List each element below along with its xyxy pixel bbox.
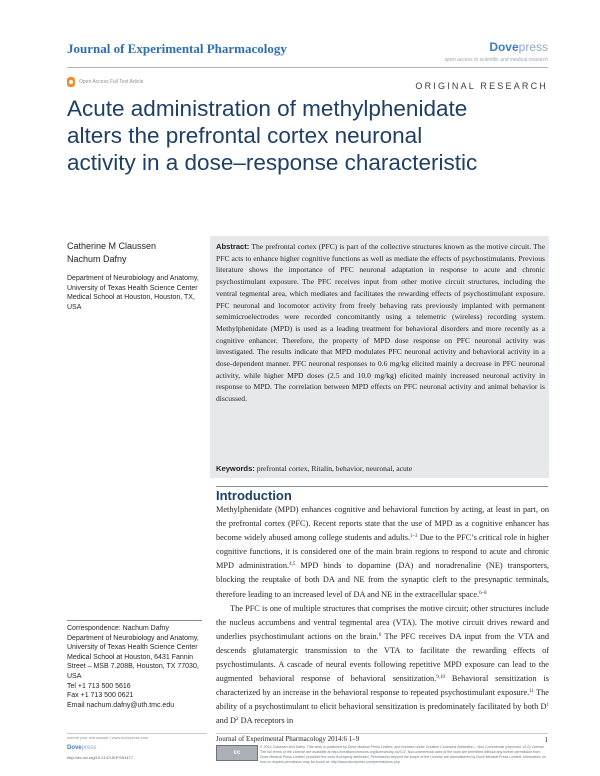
footer-brand: Dove — [67, 745, 82, 751]
correspondence — [67, 624, 202, 710]
citation-marker[interactable]: 2 — [236, 717, 239, 723]
publisher-brand: Dove — [489, 40, 519, 54]
author-list — [67, 240, 156, 266]
keywords — [216, 464, 545, 473]
author-affiliation: Department of Neurobiology and Anatomy, University of Texas Health Science Center Medical School at Houston, Houston, TX, USA — [67, 275, 199, 311]
correspondence-fax: Fax +1 713 500 0621 — [67, 692, 134, 700]
page-number: 1 — [544, 736, 548, 744]
abstract-text: The prefrontal cortex (PFC) is part of the collective structures known as the motive circuit. The PFC acts to enhance higher cognitive functions as well as mediate the effects of psychostimulants. Previous literature shows the importance of PFC neuronal adaptation in response to acute and chronic psychostimulant exposure. The PFC receives input from other motive circuit structures, including the ventral tegmental area, which mediates and facilitates the rewarding effects of psychostimulant exposure. PFC neuronal and locomotor activity from freely behaving rats previously implanted with permanent semimicroelectrodes were recorded concomitantly using a telemetric (wireless) recording system. Methylphenidate (MPD) is used as a leading treatment for behavioral disorders and more recently as a cognitive enhancer. Therefore, the property of MPD dose response on PFC neuronal activity was investigated. The results indicate that MPD modulates PFC neuronal activity and behavioral activity in a dose-dependent manner. PFC neuronal responses to 0.6 mg/kg elicited mainly a decrease in PFC neuronal activity, while higher MPD doses (2.5 and 10.0 mg/kg) elicited mainly increased neuronal activity in response to MPD. The correlation between MPD effects on PFC neuronal activity and animal behavior is discussed. — [216, 242, 545, 404]
journal-name: Journal of Experimental Pharmacology — [67, 41, 287, 56]
header-divider — [67, 67, 548, 68]
citation-marker[interactable]: 9,10 — [436, 675, 445, 681]
publisher-logo[interactable] — [489, 40, 548, 54]
license-text: © 2014 Claussen and Dafny. This work is published by Dove Medical Press Limited, and licensed under Creative Commons Attribution – Non Commercial (unported, v3.0) License. The full terms of the License are available at http://creativecommons.org/licenses/by-nc/3.0/. Non-commercial uses of the work are permitted without any further permission from Dove Medical Press Limited, provided the work is properly attributed. Permissions beyond the scope of the License are administered by Dove Medical Press Limited. Information on how to request permission may be found at: http://www.dovepress.com/permissions.php — [260, 745, 546, 764]
citation-marker[interactable]: 11 — [529, 689, 535, 695]
open-access-label: Open Access Full Text Article — [79, 79, 144, 85]
body-paragraph: Methylphenidate (MPD) enhances cognitive and behavioral function by acting, at least in part, on the prefrontal cortex (PFC). Recent reports state that the use of MPD as a cognitive enhancer has become widely abused among college students and adults.$^{1-3}$ Due to the PFC’s critical role in higher cognitive functions, it is considered one of the main brain regions to respond to acute and chronic MPD administration.$^{4,5}$ MPD binds to dopamine (DA) and noradrenaline (NE) transporters, blocking the reuptake of both DA and NE from the synaptic cleft to the presynaptic terminals, therefore leading to an increased level of DA and NE in the extracellular space.$^{6-8}$ — [216, 505, 549, 599]
footer-divider — [216, 733, 548, 734]
correspondence-address: Department of Neurobiology and Anatomy, University of Texas Health Science Center Medical School at Houston, 6431 Fannin Street – MSB 7.208B, Houston, TX 77030, USA — [67, 634, 199, 680]
citation-marker[interactable]: 6–8 — [479, 590, 487, 596]
section-label: ORIGINAL RESEARCH — [415, 81, 548, 91]
citation-marker[interactable]: 4,5 — [289, 562, 296, 568]
footer-brand-suffix: press — [81, 745, 97, 751]
publisher-tagline: open access to scientific and medical research — [444, 57, 548, 63]
open-access-badge — [67, 77, 143, 87]
correspondence-email[interactable]: Email nachum.dafny@uth.tmc.edu — [67, 701, 175, 709]
creative-commons-badge[interactable] — [216, 745, 258, 761]
introduction-body — [216, 503, 549, 729]
footer-logo[interactable] — [67, 745, 96, 751]
citation-marker[interactable]: 1–3 — [410, 534, 418, 540]
citation-marker[interactable]: 1 — [546, 703, 549, 709]
article-title: Acute administration of methylphenidate alters the prefrontal cortex neuronal activity in a dose–response characteristic — [67, 96, 478, 175]
author-name: Catherine M Claussen — [67, 241, 157, 251]
citation-marker[interactable]: 6 — [378, 632, 382, 638]
correspondence-name: Correspondence: Nachum Dafny — [67, 625, 169, 632]
abstract-label: Abstract: — [216, 242, 250, 251]
section-divider — [216, 486, 548, 487]
footer-journal-citation: Journal of Experimental Pharmacology 2014:6 1–9 — [216, 735, 360, 743]
section-heading: Introduction — [216, 488, 292, 503]
doi-link[interactable]: http://dx.doi.org/10.2147/JEP.S51477 — [67, 755, 133, 760]
correspondence-divider — [67, 620, 202, 621]
author-name: Nachum Dafny — [67, 254, 127, 264]
body-paragraph: The PFC is one of multiple structures that comprises the motive circuit; other structures include the nucleus accumbens and ventral tegmental area (VTA). The motive circuit drives reward and underlies psychostimulant actions on the brain.$^6$ The PFC receives DA input from the VTA and descends glutamatergic transmission to the VTA to facilitate the rewarding effects of psychostimulants. A cascade of neural events following repetitive MPD exposure can lead to the augmented behavioral response of behavioral sensitization.$^{9,10}$ Behavioral sensitization is characterized by an increase in the behavioral response to repeated psychostimulant exposure.$^{11}$ The ability of a psychostimulant to elicit behavioral sensitization is predominately facilitated by both $D^1$ and $D^2$ DA receptors in — [216, 603, 550, 726]
keywords-text: prefrontal cortex, Ritalin, behavior, neuronal, acute — [256, 464, 413, 473]
cc-icon: cc — [233, 750, 241, 756]
footer-divider — [67, 733, 207, 734]
submit-link[interactable]: submit your manuscript | www.dovepress.com — [67, 735, 149, 740]
correspondence-tel: Tel +1 713 500 5616 — [67, 682, 131, 690]
publisher-suffix: press — [518, 40, 548, 54]
keywords-label: Keywords: — [216, 464, 255, 473]
open-access-icon — [67, 77, 75, 87]
abstract — [216, 241, 545, 405]
